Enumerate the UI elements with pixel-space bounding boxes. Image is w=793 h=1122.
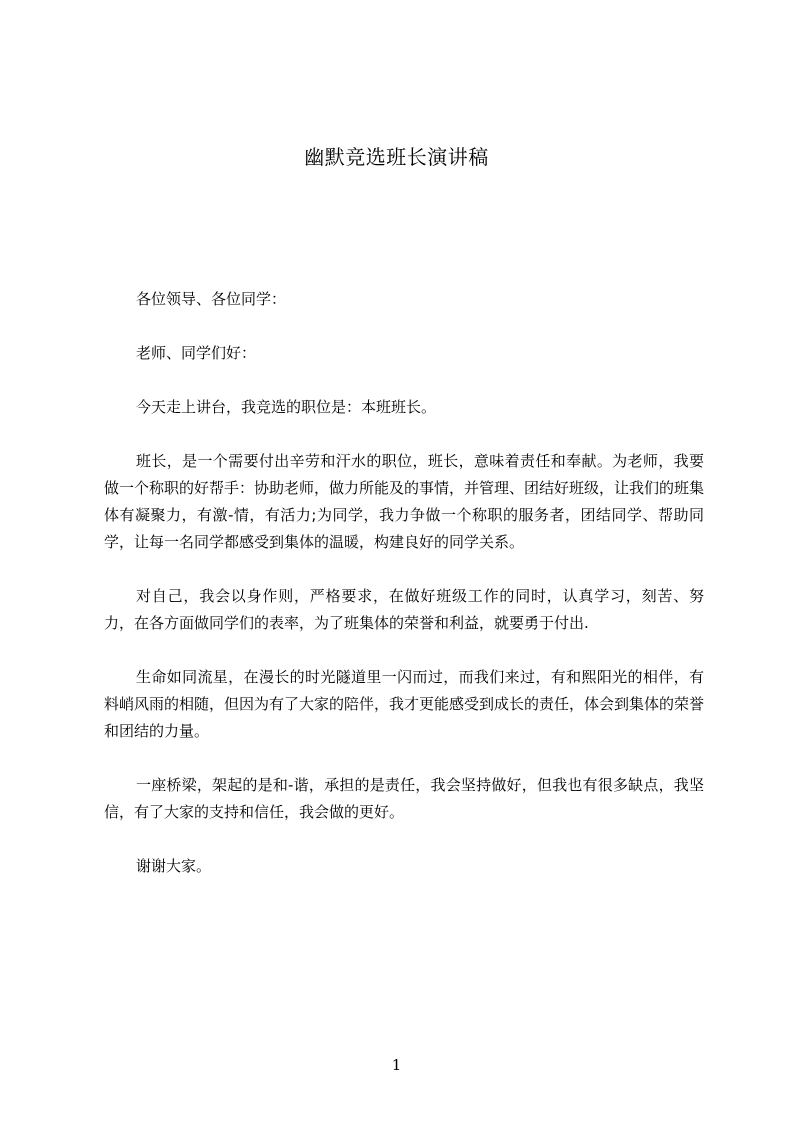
- closing-paragraph: 谢谢大家。: [136, 857, 212, 875]
- page-number: 1: [391, 1056, 402, 1074]
- document-title: 幽默竞选班长演讲稿: [304, 145, 489, 169]
- salutation-paragraph: 各位领导、各位同学：: [136, 290, 287, 308]
- body-paragraph: 对自己，我会以身作则，严格要求，在做好班级工作的同时，认真学习，刻苦、努力，在各方面做同学们的表率，为了班集体的荣誉和利益，就要勇于付出.: [104, 587, 704, 632]
- intro-paragraph: 今天走上讲台，我竞选的职位是：本班班长。: [136, 398, 437, 416]
- body-paragraph: 一座桥梁，架起的是和-谐，承担的是责任，我会坚持做好，但我也有很多缺点，我坚信，有了大家的支持和信任，我会做的更好。: [104, 776, 704, 821]
- greeting-paragraph: 老师、同学们好：: [136, 344, 257, 362]
- document-body: [104, 286, 704, 907]
- body-paragraph: 班长，是一个需要付出辛劳和汗水的职位，班长，意味着责任和奉献。为老师，我要做一个称职的好帮手：协助老师，做力所能及的事情，并管理、团结好班级，让我们的班集体有凝聚力，有激-情，有活力;为同学，我力争做一个称职的服务者，团结同学、帮助同学，让每一名同学都感受到集体的温暖，构建良好的同学关系。: [104, 452, 705, 551]
- body-paragraph: 生命如同流星，在漫长的时光隧道里一闪而过，而我们来过，有和熙阳光的相伴，有料峭风雨的相随，但因为有了大家的陪伴，我才更能感受到成长的责任，体会到集体的荣誉和团结的力量。: [104, 668, 705, 740]
